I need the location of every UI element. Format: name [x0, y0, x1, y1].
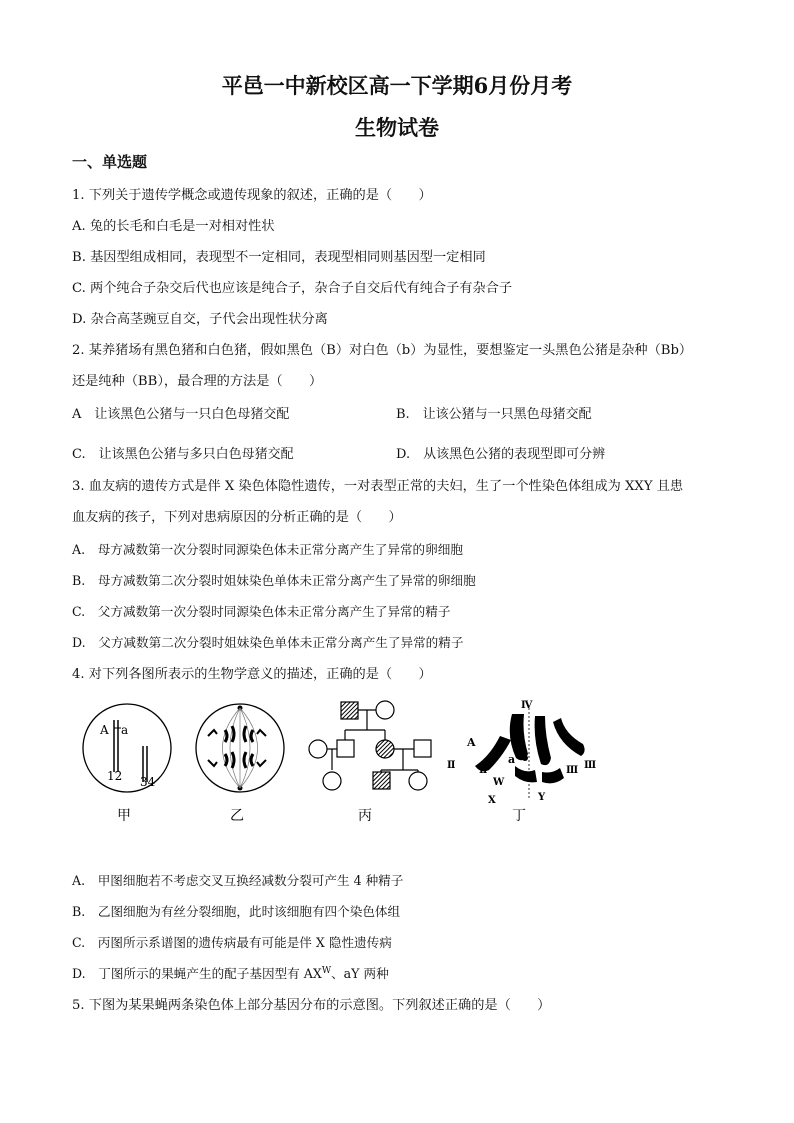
- section-heading: 一、单选题: [72, 153, 148, 171]
- q4-option-d-superscript: W: [321, 965, 332, 976]
- q4-option-d: [72, 963, 389, 982]
- figure-jia: [83, 704, 171, 792]
- q3-option-d: D. 父方减数第二次分裂时姐妹染色单体未正常分离产生了异常的精子: [72, 635, 464, 650]
- ding-label-III-inner: Ⅲ: [566, 765, 579, 776]
- ding-label-IV: Ⅳ: [521, 700, 533, 711]
- q2-option-c: C. 让该黑色公猪与多只白色母猪交配: [72, 447, 294, 462]
- q3-option-b: B. 母方减数第二次分裂时姐妹染色单体未正常分离产生了异常的卵细胞: [72, 573, 476, 588]
- figure-bing: [309, 701, 431, 790]
- q3-option-a: A. 母方减数第一次分裂时同源染色体未正常分离产生了异常的卵细胞: [72, 542, 463, 557]
- caption-bing: 丙: [358, 808, 372, 824]
- q1-stem: 1. 下列关于遗传学概念或遗传现象的叙述，正确的是（ ）: [72, 188, 432, 203]
- ding-label-III-right: Ⅲ: [584, 760, 597, 771]
- q2-option-a: A 让该黑色公猪与一只白色母猪交配: [72, 407, 290, 422]
- q2-stem-line2: 还是纯种（BB），最合理的方法是（ ）: [72, 374, 323, 389]
- q4-figure: [80, 696, 600, 826]
- q4-option-d-text: D. 丁图所示的果蝇产生的配子基因型有 AX: [72, 966, 322, 981]
- ding-label-W: W: [493, 777, 505, 788]
- ding-label-X: X: [488, 795, 496, 806]
- q4-option-a: A. 甲图细胞若不考虑交叉互换经减数分裂可产生 4 种精子: [72, 873, 404, 888]
- ding-label-a: a: [508, 753, 516, 766]
- jia-label-a: a: [121, 723, 129, 737]
- figure-yi: [196, 704, 284, 792]
- caption-ding: 丁: [512, 808, 526, 824]
- caption-jia: 甲: [117, 808, 131, 824]
- q4-stem: 4. 对下列各图所表示的生物学意义的描述，正确的是（ ）: [72, 667, 432, 682]
- q4-option-d-text-end: 、aY 两种: [331, 966, 389, 981]
- q3-stem-line1: 3. 血友病的遗传方式是伴 X 染色体隐性遗传，一对表型正常的夫妇，生了一个性染色体组成为 XXY 且患: [72, 479, 684, 494]
- jia-label-34: 34: [140, 775, 156, 789]
- exam-title: 平邑一中新校区高一下学期6月份月考: [221, 73, 573, 98]
- q2-stem-line1: 2. 某养猪场有黑色猪和白色猪，假如黑色（B）对白色（b）为显性，要想鉴定一头黑色公猪是杂种（Bb）: [72, 343, 693, 358]
- q4-option-b: B. 乙图细胞为有丝分裂细胞，此时该细胞有四个染色体组: [72, 904, 401, 919]
- exam-subtitle: 生物试卷: [355, 115, 439, 140]
- q1-option-c: C. 两个纯合子杂交后代也应该是纯合子，杂合子自交后代有纯合子有杂合子: [72, 281, 513, 296]
- q2-option-d: D. 从该黑色公猪的表现型即可分辨: [396, 447, 606, 462]
- ding-label-Y: Y: [538, 792, 546, 803]
- q1-option-a: A. 兔的长毛和白毛是一对相对性状: [72, 219, 275, 234]
- q3-stem-line2: 血友病的孩子，下列对患病原因的分析正确的是（ ）: [72, 510, 402, 525]
- caption-yi: 乙: [230, 808, 244, 824]
- q5-stem: 5. 下图为某果蝇两条染色体上部分基因分布的示意图。下列叙述正确的是（ ）: [72, 998, 551, 1013]
- figure-ding: [447, 700, 596, 806]
- ding-label-II-left: Ⅱ: [447, 760, 456, 771]
- q2-option-b: B. 让该公猪与一只黑色母猪交配: [396, 407, 592, 422]
- q3-option-c: C. 父方减数第一次分裂时同源染色体未正常分离产生了异常的精子: [72, 604, 451, 619]
- q4-figure-svg: [80, 696, 600, 826]
- jia-label-A: A: [100, 723, 109, 737]
- ding-label-II-inner: Ⅱ: [479, 765, 488, 776]
- q4-option-c: C. 丙图所示系谱图的遗传病最有可能是伴 X 隐性遗传病: [72, 935, 392, 950]
- q1-option-d: D. 杂合高茎豌豆自交，子代会出现性状分离: [72, 312, 328, 327]
- jia-label-12: 12: [107, 769, 123, 783]
- ding-label-A: A: [467, 736, 476, 749]
- q1-option-b: B. 基因型组成相同，表现型不一定相同，表现型相同则基因型一定相同: [72, 250, 486, 265]
